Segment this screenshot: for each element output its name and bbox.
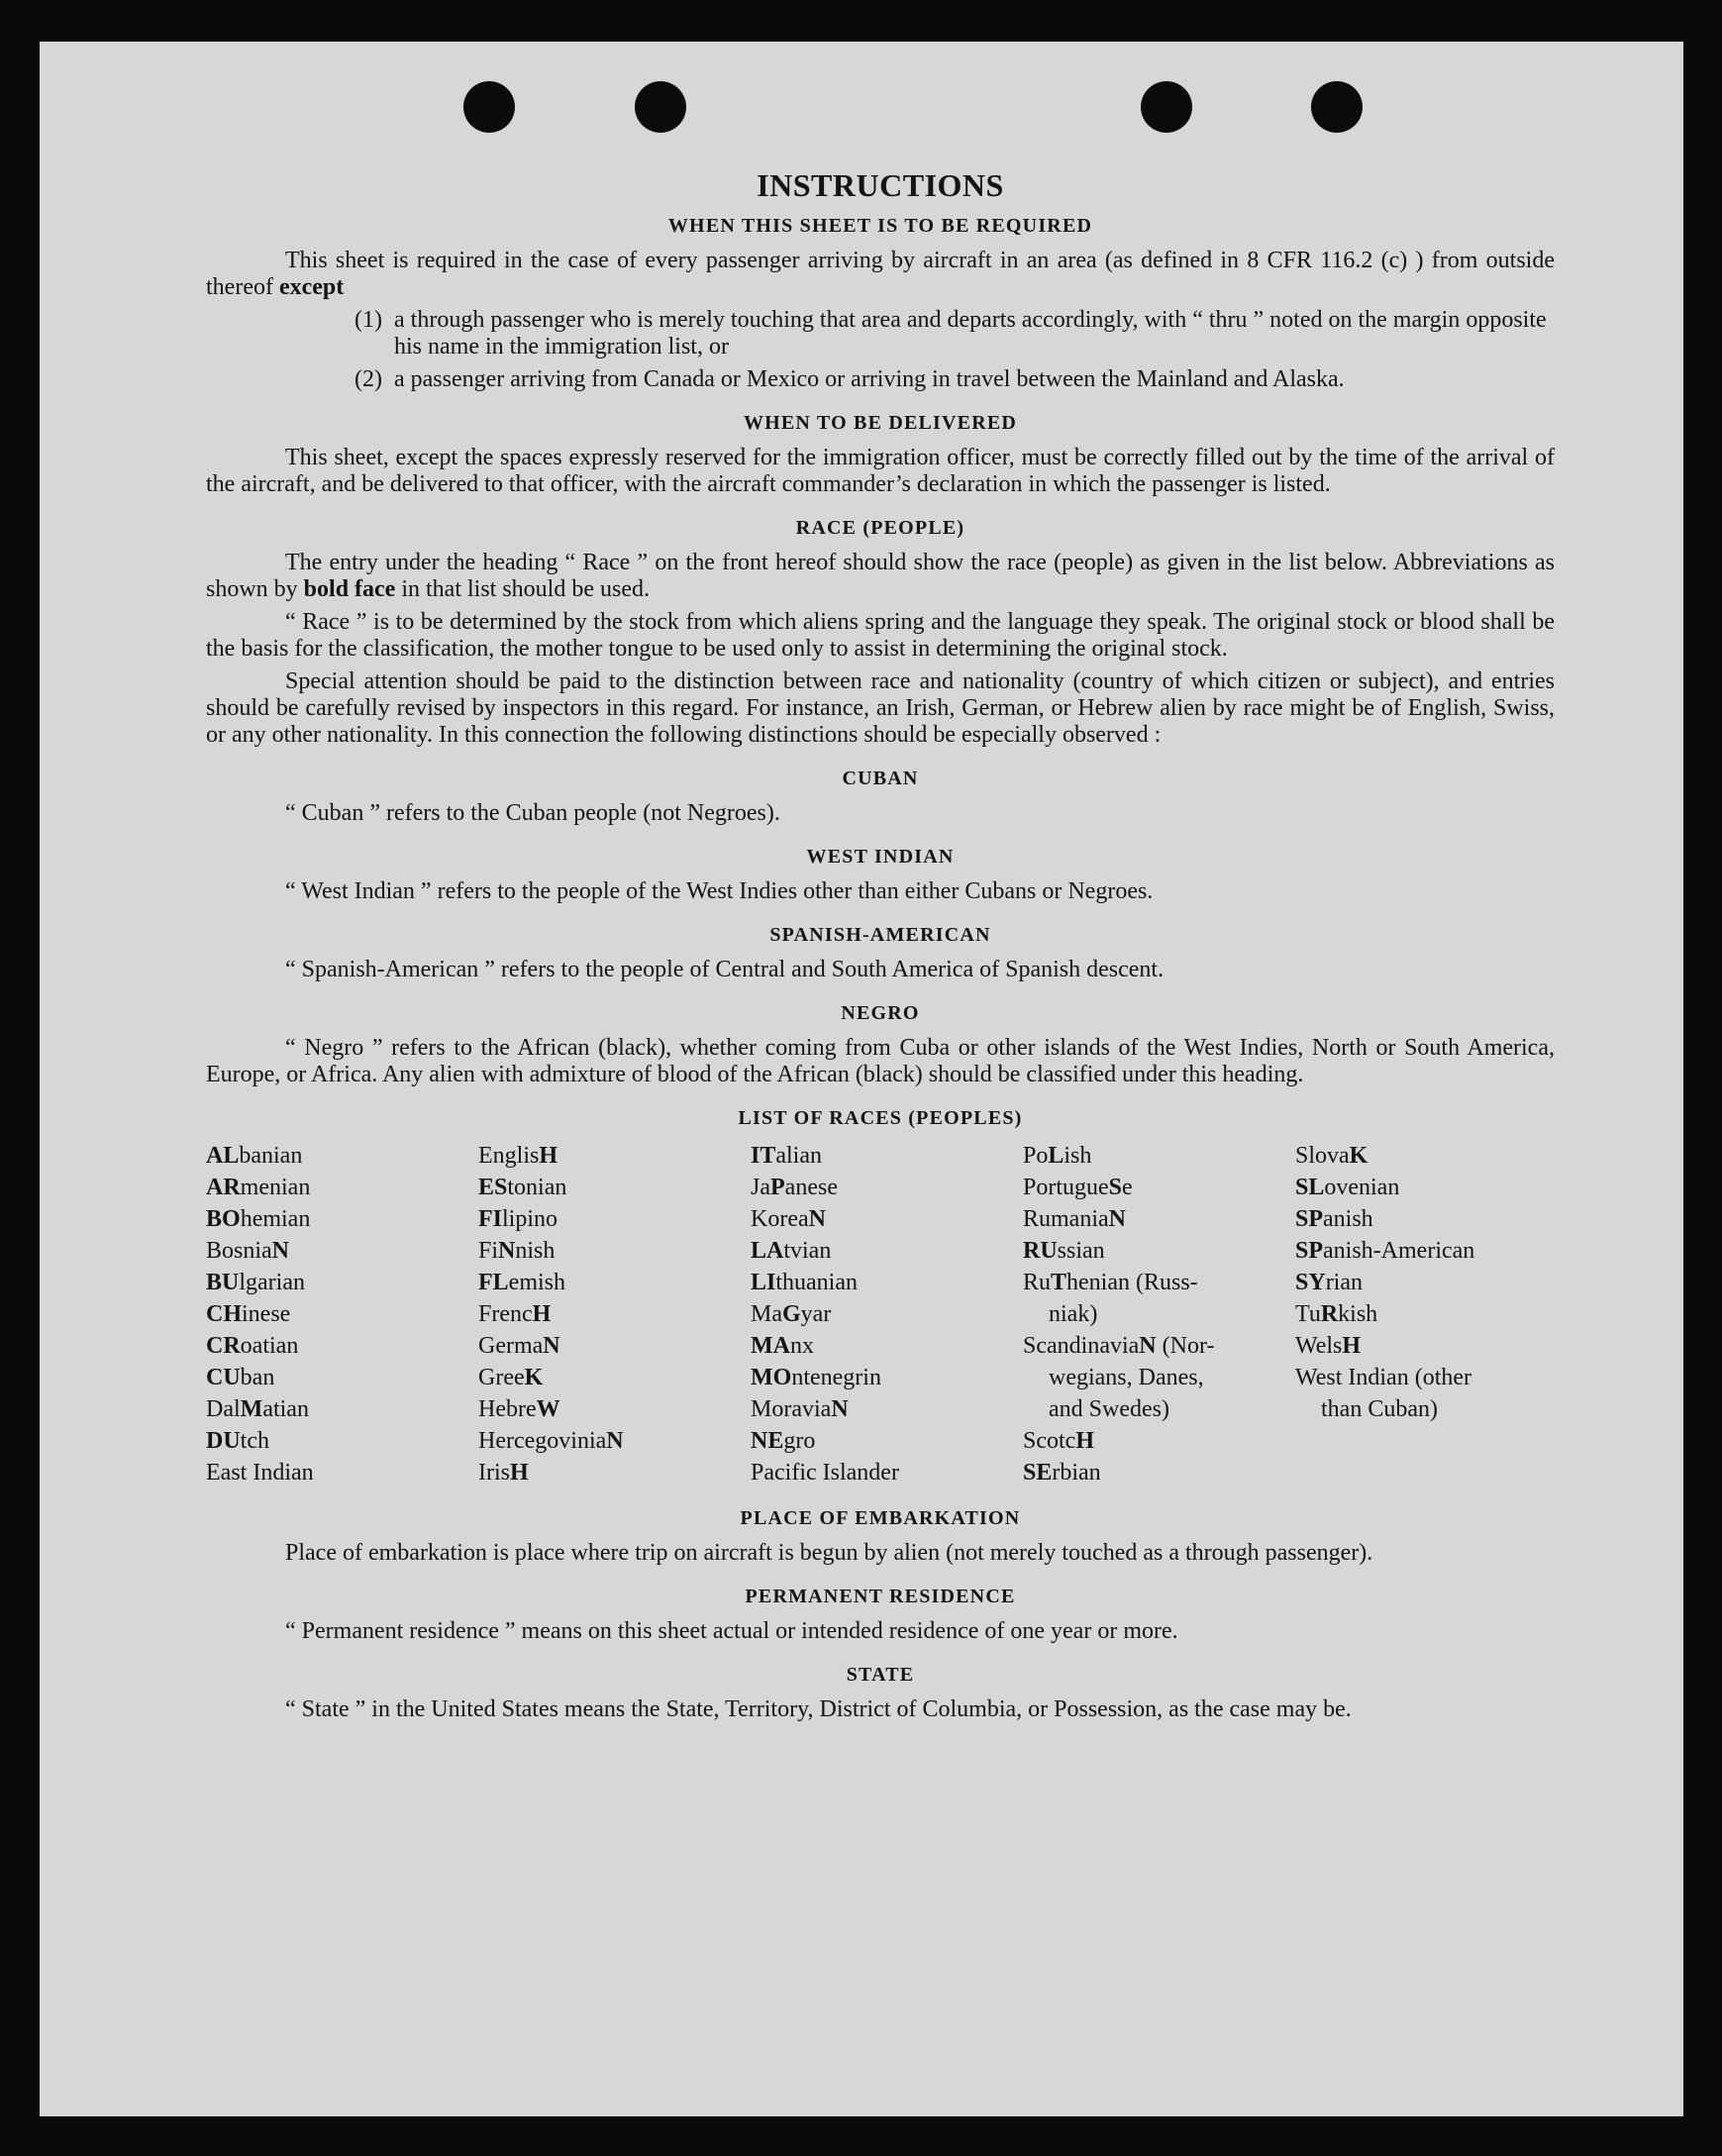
race-text: Scandinavia	[1023, 1333, 1140, 1359]
race-text: Ru	[1023, 1270, 1052, 1295]
race-abbreviation: N	[808, 1206, 826, 1232]
heading-residence: PERMANENT RESIDENCE	[745, 1586, 1016, 1607]
race-entry	[1295, 1267, 1555, 1298]
race-abbreviation: CR	[206, 1333, 241, 1359]
race-text: Ja	[751, 1175, 770, 1200]
race-text: West Indian (other	[1295, 1365, 1472, 1390]
race-text: Korea	[751, 1206, 809, 1232]
race-entry	[478, 1203, 751, 1235]
race-entry	[478, 1393, 751, 1425]
race-entry	[478, 1235, 751, 1267]
race-abbreviation: H	[539, 1143, 558, 1169]
race-text: East Indian	[206, 1460, 314, 1486]
race-abbreviation: AL	[206, 1143, 240, 1169]
race-abbreviation: SY	[1295, 1270, 1326, 1295]
race-text: Bosnia	[206, 1238, 272, 1264]
paragraph-race-1	[206, 550, 1555, 603]
race-abbreviation: AR	[206, 1175, 241, 1200]
race-text: Slova	[1295, 1143, 1350, 1169]
race-text: Hercegovinia	[478, 1428, 607, 1454]
race-text: ban	[240, 1365, 275, 1390]
race-entry	[1023, 1172, 1295, 1203]
race-text: yar	[800, 1301, 832, 1327]
heading-list-of-races: LIST OF RACES (PEOPLES)	[738, 1107, 1023, 1129]
race-text: alian	[775, 1143, 822, 1169]
paragraph-race-3: Special attention should be paid to the distinction between race and nationality (country of which citizen or subject), and entries should be carefully revised by inspectors in this regard. For instance, an Irish, German, or Hebrew alien by race might be of English, Swiss, or any other nationality. In this connection the following distinctions should be especially observed :	[206, 668, 1555, 748]
race-abbreviation: IT	[751, 1143, 776, 1169]
race-entry	[751, 1235, 1023, 1267]
race-abbreviation: S	[1108, 1175, 1123, 1200]
race-text: Gree	[478, 1365, 525, 1390]
race-entry	[478, 1267, 751, 1298]
race-text: anish-American	[1323, 1238, 1475, 1264]
heading-spanish-american: SPANISH-AMERICAN	[769, 924, 991, 946]
race-entry	[478, 1425, 751, 1457]
race-text: hemian	[240, 1206, 311, 1232]
race-text: atian	[262, 1396, 309, 1422]
race-abbreviation: N	[543, 1333, 560, 1359]
race-abbreviation: FL	[478, 1270, 509, 1295]
race-entry	[478, 1298, 751, 1330]
race-text: lgarian	[239, 1270, 305, 1295]
race-entry	[206, 1203, 478, 1235]
race-entry	[1295, 1393, 1555, 1425]
race-entry	[1023, 1393, 1295, 1425]
races-column	[478, 1140, 751, 1489]
race-text: emish	[508, 1270, 565, 1295]
heading-delivered: WHEN TO BE DELIVERED	[743, 412, 1018, 434]
race-abbreviation: H	[510, 1460, 529, 1486]
race-entry	[1023, 1330, 1295, 1362]
heading-cuban: CUBAN	[842, 768, 919, 789]
race-text: e	[1122, 1175, 1133, 1200]
race-entry	[751, 1393, 1023, 1425]
page-title: INSTRUCTIONS	[757, 167, 1004, 203]
race-abbreviation: LA	[751, 1238, 784, 1264]
paragraph-text: The entry under the heading “ Race ” on the front hereof should show the race (people) as given in the list below. Abbreviations as shown by	[206, 550, 1555, 602]
race-entry	[206, 1457, 478, 1489]
race-abbreviation: H	[1342, 1333, 1362, 1359]
paragraph-cuban: “ Cuban ” refers to the Cuban people (not Negroes).	[285, 800, 780, 826]
paragraph-required	[206, 248, 1555, 301]
race-abbreviation: CH	[206, 1301, 242, 1327]
race-abbreviation: DU	[206, 1428, 241, 1454]
race-text: Frenc	[478, 1301, 533, 1327]
race-abbreviation: H	[532, 1301, 552, 1327]
race-text: anish	[1323, 1206, 1373, 1232]
race-entry	[206, 1425, 478, 1457]
race-entry	[1295, 1362, 1555, 1393]
race-text: menian	[240, 1175, 311, 1200]
paragraph-bold-text: bold face	[303, 576, 396, 602]
item-number: (2)	[355, 366, 382, 392]
document-sheet	[40, 42, 1683, 2116]
race-entry	[1295, 1235, 1555, 1267]
race-entry	[751, 1172, 1023, 1203]
race-entry	[206, 1267, 478, 1298]
race-abbreviation: W	[536, 1396, 560, 1422]
races-column	[1295, 1140, 1555, 1489]
race-text: gro	[783, 1428, 816, 1454]
race-text: Iris	[478, 1460, 510, 1486]
race-entry	[478, 1140, 751, 1172]
race-entry	[478, 1457, 751, 1489]
race-text: inese	[242, 1301, 291, 1327]
race-entry	[1295, 1140, 1555, 1172]
race-entry	[1295, 1298, 1555, 1330]
race-abbreviation: FI	[478, 1206, 502, 1232]
race-abbreviation: N	[606, 1428, 624, 1454]
paragraph-negro: “ Negro ” refers to the African (black), whether coming from Cuba or other islands of the West Indies, North or South America, Europe, or Africa. Any alien with admixture of blood of the African (black) should be classified under this heading.	[206, 1035, 1555, 1087]
race-text: ovenian	[1324, 1175, 1400, 1200]
race-text: Dal	[206, 1396, 241, 1422]
race-entry	[206, 1140, 478, 1172]
race-entry	[206, 1393, 478, 1425]
heading-state: STATE	[846, 1664, 915, 1686]
paragraph-bold-text: except	[278, 274, 345, 300]
race-abbreviation: MO	[751, 1365, 792, 1390]
race-text: Tu	[1295, 1301, 1321, 1327]
race-abbreviation: K	[524, 1365, 544, 1390]
race-abbreviation: LI	[751, 1270, 776, 1295]
race-text: ish	[1064, 1143, 1092, 1169]
race-text: Hebre	[478, 1396, 537, 1422]
item-text: a through passenger who is merely touching that area and departs accordingly, with “ thru ” noted on the margin opposite his name in the immigration list, or	[394, 307, 1547, 359]
race-entry	[751, 1425, 1023, 1457]
race-entry	[1295, 1172, 1555, 1203]
paragraph-embarkation: Place of embarkation is place where trip on aircraft is begun by alien (not merely touched as a through passenger).	[285, 1540, 1373, 1566]
race-abbreviation: L	[1048, 1143, 1064, 1169]
race-entry	[478, 1362, 751, 1393]
race-text: Fi	[478, 1238, 499, 1264]
race-entry	[1023, 1203, 1295, 1235]
race-abbreviation: BO	[206, 1206, 241, 1232]
race-entry	[1023, 1362, 1295, 1393]
list-item	[355, 307, 1555, 360]
race-abbreviation: N	[271, 1238, 290, 1264]
race-entry	[1023, 1140, 1295, 1172]
race-text: Po	[1023, 1143, 1049, 1169]
paragraph-state: “ State ” in the United States means the State, Territory, District of Columbia, or Possession, as the case may be.	[285, 1696, 1352, 1722]
punch-hole	[1141, 81, 1192, 133]
race-text: rbian	[1052, 1460, 1101, 1486]
paragraph-residence: “ Permanent residence ” means on this sheet actual or intended residence of one year or more.	[285, 1618, 1178, 1644]
race-text: than Cuban)	[1321, 1396, 1438, 1422]
race-text: Germa	[478, 1333, 544, 1359]
race-entry	[1295, 1203, 1555, 1235]
race-entry	[478, 1330, 751, 1362]
race-text: (Nor-	[1156, 1333, 1215, 1359]
list-item	[355, 366, 1555, 393]
race-entry	[206, 1172, 478, 1203]
paragraph-spanish-american: “ Spanish-American ” refers to the people of Central and South America of Spanish descent.	[285, 957, 1165, 982]
race-abbreviation: N	[1108, 1206, 1126, 1232]
race-text: henian (Russ-	[1066, 1270, 1198, 1295]
paragraph-west-indian: “ West Indian ” refers to the people of the West Indies other than either Cubans or Negroes.	[285, 878, 1154, 904]
races-table	[206, 1140, 1555, 1489]
race-abbreviation: SL	[1295, 1175, 1325, 1200]
race-entry	[751, 1203, 1023, 1235]
punch-hole	[463, 81, 515, 133]
punch-hole	[1311, 81, 1363, 133]
race-text: anese	[784, 1175, 838, 1200]
race-abbreviation: SP	[1295, 1238, 1324, 1264]
race-abbreviation: N	[1139, 1333, 1157, 1359]
race-text: Wels	[1295, 1333, 1343, 1359]
race-text: Portugue	[1023, 1175, 1109, 1200]
race-text: Englis	[478, 1143, 540, 1169]
races-column	[206, 1140, 478, 1489]
races-column	[751, 1140, 1023, 1489]
race-text: ntenegrin	[791, 1365, 881, 1390]
race-text: Scotc	[1023, 1428, 1076, 1454]
race-text: thuanian	[775, 1270, 858, 1295]
race-text: nx	[789, 1333, 814, 1359]
race-abbreviation: H	[1075, 1428, 1094, 1454]
race-abbreviation: ES	[478, 1175, 508, 1200]
race-text: lipino	[502, 1206, 558, 1232]
race-entry	[1023, 1425, 1295, 1457]
race-abbreviation: RU	[1023, 1238, 1058, 1264]
race-abbreviation: G	[782, 1301, 801, 1327]
race-entry	[1023, 1457, 1295, 1489]
race-entry	[751, 1457, 1023, 1489]
race-abbreviation: SP	[1295, 1206, 1324, 1232]
race-entry	[206, 1298, 478, 1330]
heading-negro: NEGRO	[841, 1002, 920, 1024]
race-text: and Swedes)	[1049, 1396, 1169, 1422]
race-entry	[751, 1362, 1023, 1393]
race-entry	[478, 1172, 751, 1203]
race-text: Ma	[751, 1301, 782, 1327]
race-abbreviation: CU	[206, 1365, 241, 1390]
race-abbreviation: K	[1349, 1143, 1368, 1169]
heading-west-indian: WEST INDIAN	[806, 846, 955, 868]
race-abbreviation: R	[1320, 1301, 1339, 1327]
race-text: kish	[1338, 1301, 1378, 1327]
race-abbreviation: BU	[206, 1270, 240, 1295]
race-entry	[206, 1235, 478, 1267]
race-text: tvian	[783, 1238, 832, 1264]
heading-embarkation: PLACE OF EMBARKATION	[740, 1507, 1021, 1529]
race-abbreviation: MA	[751, 1333, 790, 1359]
race-text: ssian	[1057, 1238, 1105, 1264]
race-entry	[751, 1330, 1023, 1362]
race-text: Rumania	[1023, 1206, 1109, 1232]
race-text: oatian	[240, 1333, 299, 1359]
race-abbreviation: N	[498, 1238, 516, 1264]
race-abbreviation: N	[831, 1396, 849, 1422]
race-abbreviation: P	[770, 1175, 785, 1200]
heading-race: RACE (PEOPLE)	[795, 517, 965, 539]
race-entry	[751, 1267, 1023, 1298]
race-text: tonian	[507, 1175, 567, 1200]
punch-hole	[635, 81, 686, 133]
race-text: Moravia	[751, 1396, 832, 1422]
paragraph-delivered: This sheet, except the spaces expressly reserved for the immigration officer, must be correctly filled out by the time of the arrival of the aircraft, and be delivered to that officer, with the aircraft commander’s declaration in which the passenger is listed.	[206, 445, 1555, 497]
race-text: Pacific Islander	[751, 1460, 899, 1486]
race-text: wegians, Danes,	[1049, 1365, 1204, 1390]
race-entry	[1023, 1235, 1295, 1267]
race-text: niak)	[1049, 1301, 1098, 1327]
paragraph-text: in that list should be used.	[395, 576, 650, 602]
race-entry	[1295, 1330, 1555, 1362]
paragraph-text: This sheet is required in the case of every passenger arriving by aircraft in an area (as defined in 8 CFR 116.2 (c) ) from outside thereof	[206, 248, 1555, 300]
race-abbreviation: NE	[751, 1428, 784, 1454]
race-text: nish	[515, 1238, 556, 1264]
instructions-content	[206, 166, 1555, 1729]
race-text: tch	[240, 1428, 269, 1454]
race-entry	[206, 1362, 478, 1393]
race-text: banian	[239, 1143, 303, 1169]
race-entry	[206, 1330, 478, 1362]
race-abbreviation: T	[1051, 1270, 1067, 1295]
race-abbreviation: M	[240, 1396, 263, 1422]
heading-required: WHEN THIS SHEET IS TO BE REQUIRED	[667, 215, 1093, 237]
race-entry	[1023, 1267, 1295, 1298]
item-number: (1)	[355, 307, 382, 333]
race-text: rian	[1325, 1270, 1363, 1295]
race-abbreviation: SE	[1023, 1460, 1053, 1486]
race-entry	[751, 1298, 1023, 1330]
paragraph-race-2: “ Race ” is to be determined by the stock from which aliens spring and the language they speak. The original stock or blood shall be the basis for the classification, the mother tongue to be used only to assist in determining the original stock.	[206, 609, 1555, 662]
race-entry	[751, 1140, 1023, 1172]
race-entry	[1023, 1298, 1295, 1330]
item-text: a passenger arriving from Canada or Mexico or arriving in travel between the Mainland and Alaska.	[394, 366, 1345, 392]
races-column	[1023, 1140, 1295, 1489]
